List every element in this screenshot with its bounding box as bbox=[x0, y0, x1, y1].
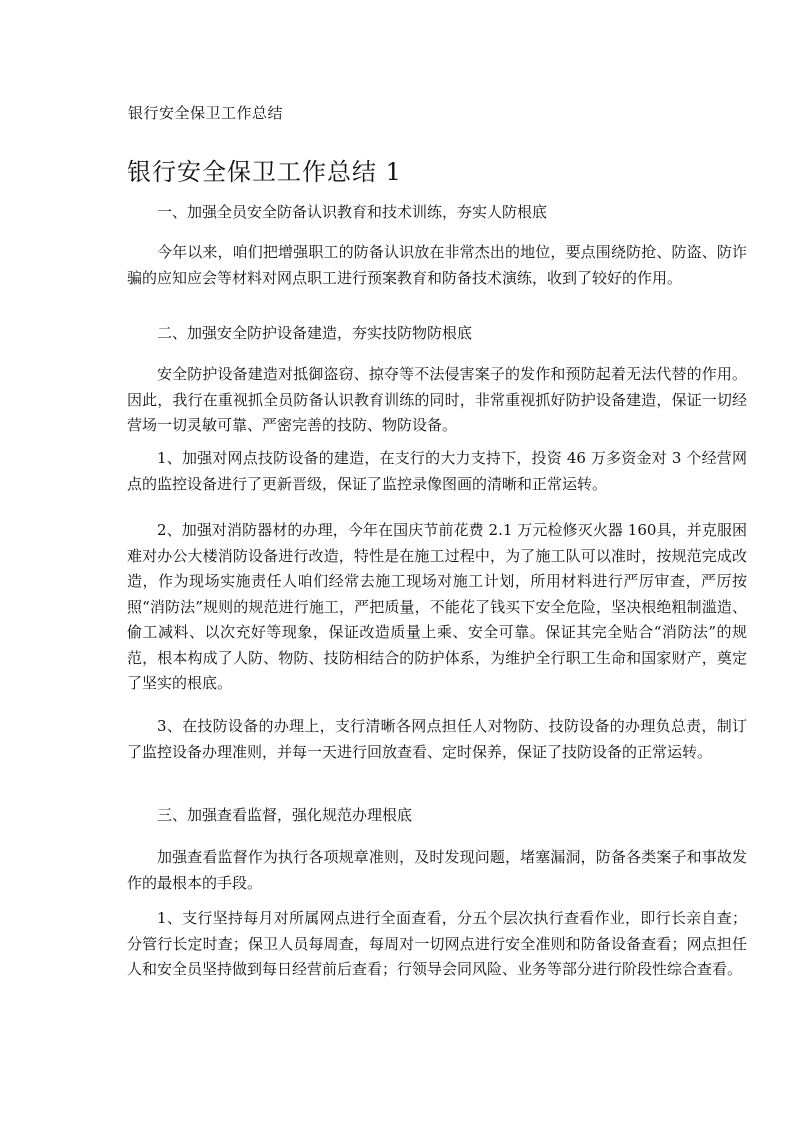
paragraph-2: 安全防护设备建造对抵御盗窃、掠夺等不法侵害案子的发作和预防起着无法代替的作用。因此，我行在重视抓全员防备认识教育训练的同时，非常重视抓好防护设备建造，保证一切经营场一切灵敏可靠、严密完善的技防、物防设备。 bbox=[127, 365, 747, 434]
paragraph-4: 2、加强对消防器材的办理，今年在国庆节前花费 2.1 万元检修灭火器 160具，并克服困难对办公大楼消防设备进行改造，特性是在施工过程中，为了施工队可以准时，按规范完成改造，作为现场实施责任人咱们经常去施工现场对施工计划，所用材料进行严厉审查，严厉按照“消防法”规则的规范进行施工，严把质量，不能花了钱买下安全危险，坚决根绝粗制滥造、偷工减料、以次充好等现象，保证改造质量上乘、安全可靠。保证其完全贴合“消防法”的规范，根本构成了人防、物防、技防相结合的防护体系，为维护全行职工生命和国家财产，奠定了坚实的根底。 bbox=[127, 521, 747, 692]
section-heading-2: 二、加强安全防护设备建造，夯实技防物防根底 bbox=[157, 324, 473, 342]
document-title: 银行安全保卫工作总结 1 bbox=[127, 158, 402, 186]
section-heading-1: 一、加强全员安全防备认识教育和技术训练，夯实人防根底 bbox=[157, 203, 548, 221]
document-header: 银行安全保卫工作总结 bbox=[128, 104, 284, 122]
paragraph-6: 加强查看监督作为执行各项规章准则，及时发现问题，堵塞漏洞，防备各类案子和事故发作的最根本的手段。 bbox=[127, 848, 747, 892]
paragraph-7: 1、支行坚持每月对所属网点进行全面查看，分五个层次执行查看作业，即行长亲自查；分管行长定时查；保卫人员每周查，每周对一切网点进行安全准则和防备设备查看；网点担任人和安全员坚持做到每日经营前后查看；行领导会同风险、业务等部分进行阶段性综合查看。 bbox=[127, 909, 747, 978]
paragraph-5: 3、在技防设备的办理上，支行清晰各网点担任人对物防、技防设备的办理负总责，制订了监控设备办理准则，并每一天进行回放查看、定时保养，保证了技防设备的正常运转。 bbox=[127, 717, 747, 761]
paragraph-3: 1、加强对网点技防设备的建造，在支行的大力支持下，投资 46 万多资金对 3 个经营网点的监控设备进行了更新晋级，保证了监控录像图画的清晰和正常运转。 bbox=[127, 449, 747, 493]
section-heading-3: 三、加强查看监督，强化规范办理根底 bbox=[157, 806, 413, 824]
paragraph-1: 今年以来，咱们把增强职工的防备认识放在非常杰出的地位，要点围绕防抢、防盗、防诈骗的应知应会等材料对网点职工进行预案教育和防备技术演练，收到了较好的作用。 bbox=[127, 243, 747, 287]
